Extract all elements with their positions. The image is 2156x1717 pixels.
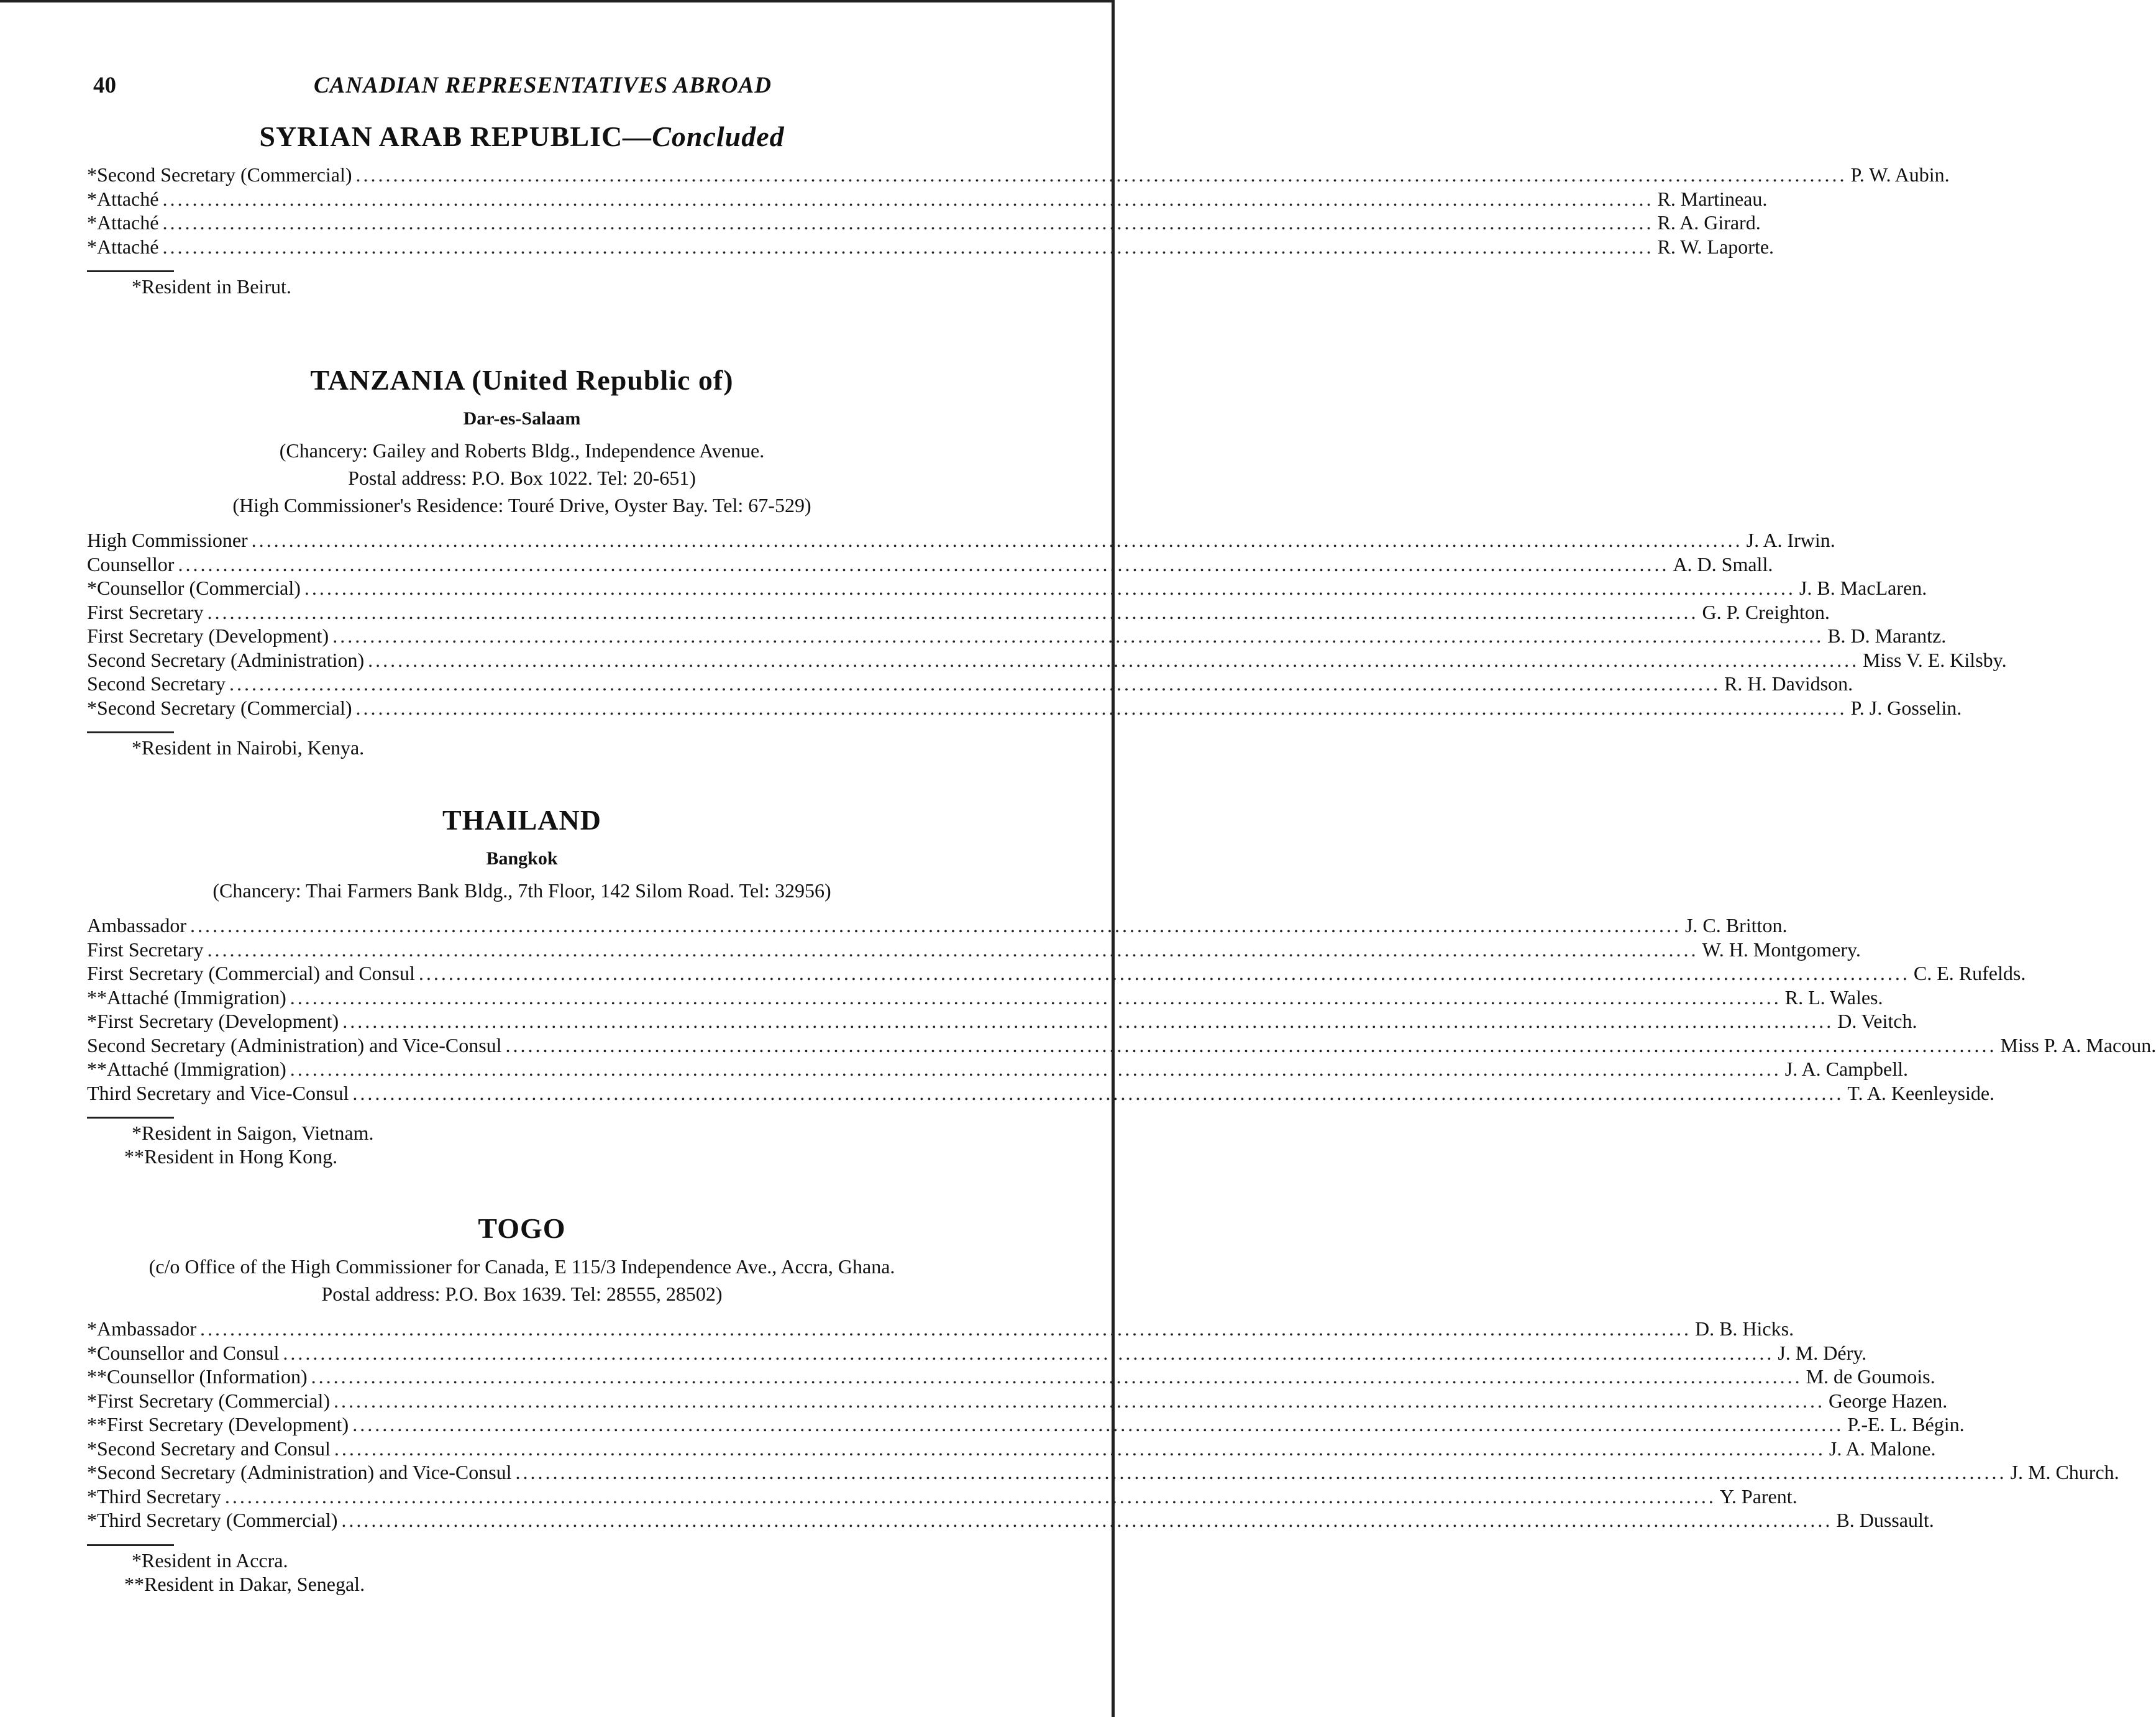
- entry-row: [87, 986, 1883, 1010]
- entry-name: G. P. Creighton.: [1702, 600, 1830, 623]
- entry-title: Ambassador: [87, 914, 186, 937]
- entry-row: [87, 600, 1830, 625]
- dot-leader: ........................................................................................................................................................................................................: [355, 696, 1847, 719]
- entry-title: *Attaché: [87, 235, 159, 258]
- entry-title: **Attaché (Immigration): [87, 1058, 286, 1081]
- section-tanzania: [87, 363, 2007, 759]
- dot-leader: ........................................................................................................................................................................................................: [290, 1058, 1781, 1081]
- dot-leader: ........................................................................................................................................................................................................: [332, 625, 1824, 648]
- address-line: (High Commissioner's Residence: Touré Drive, Oyster Bay. Tel: 67-529): [232, 494, 811, 517]
- dot-leader: ........................................................................................................................................................................................................: [341, 1509, 1833, 1532]
- dot-leader: ........................................................................................................................................................................................................: [304, 577, 1796, 600]
- entry-name: A. D. Small.: [1673, 552, 1773, 575]
- entry-name: W. H. Montgomery.: [1702, 938, 1861, 961]
- address-line: (c/o Office of the High Commissioner for Canada, E 115/3 Independence Ave., Accra, Ghana.: [148, 1255, 895, 1278]
- entry-name: Miss V. E. Kilsby.: [1863, 648, 2007, 671]
- entry-row: [87, 1461, 2119, 1485]
- entry-row: [87, 1437, 1936, 1462]
- entry-name: B. Dussault.: [1836, 1509, 1934, 1532]
- dot-leader: ........................................................................................................................................................................................................: [162, 235, 1654, 258]
- footnote: *Resident in Accra.: [132, 1549, 288, 1572]
- dot-leader: ........................................................................................................................................................................................................: [333, 1389, 1825, 1412]
- entry-title: *Second Secretary and Consul: [87, 1437, 331, 1460]
- dot-leader: ........................................................................................................................................................................................................: [162, 211, 1654, 234]
- entry-title: *Ambassador: [87, 1317, 196, 1340]
- entry-title: First Secretary (Commercial) and Consul: [87, 962, 415, 985]
- entry-name: J. A. Campbell.: [1784, 1058, 1908, 1081]
- dot-leader: ........................................................................................................................................................................................................: [342, 1010, 1834, 1033]
- address-thailand: [87, 877, 957, 904]
- entries-thailand: [87, 914, 2156, 1106]
- entry-name: R. L. Wales.: [1784, 986, 1883, 1009]
- dot-leader: ........................................................................................................................................................................................................: [178, 552, 1670, 575]
- entry-title: Second Secretary (Administration) and Vice-Consul: [87, 1033, 502, 1056]
- entry-row: [87, 1081, 1995, 1106]
- section-thailand: [87, 803, 2156, 1168]
- dot-leader: ........................................................................................................................................................................................................: [290, 986, 1781, 1009]
- entry-row: [87, 1341, 1867, 1366]
- entry-row: [87, 1485, 1797, 1509]
- section-title-thailand: THAILAND: [442, 804, 601, 836]
- entry-name: M. de Goumois.: [1806, 1365, 1935, 1388]
- entry-name: P. J. Gosselin.: [1850, 696, 1962, 719]
- entry-name: J. A. Irwin.: [1746, 529, 1835, 552]
- footnote-rule: [87, 731, 174, 733]
- entry-row: [87, 914, 1788, 938]
- entry-name: J. M. Déry.: [1778, 1341, 1867, 1364]
- section-title-syria: [87, 119, 957, 153]
- entry-name: Y. Parent.: [1719, 1485, 1797, 1508]
- entry-title: High Commissioner: [87, 529, 248, 552]
- entry-name: P. W. Aubin.: [1850, 163, 1950, 186]
- entry-row: [87, 962, 2026, 986]
- entry-row: [87, 1058, 1908, 1082]
- entry-row: [87, 648, 2007, 673]
- entry-row: [87, 938, 1861, 963]
- entry-row: [87, 672, 1853, 697]
- entry-name: T. A. Keenleyside.: [1847, 1081, 1995, 1104]
- entry-name: George Hazen.: [1828, 1389, 1948, 1412]
- address-line: Postal address: P.O. Box 1639. Tel: 28555, 28502): [321, 1283, 723, 1306]
- entry-title: *Third Secretary (Commercial): [87, 1509, 338, 1532]
- entry-name: D. Veitch.: [1837, 1010, 1917, 1033]
- notes-syria: [87, 275, 957, 298]
- dot-leader: ........................................................................................................................................................................................................: [311, 1365, 1802, 1388]
- entry-row: [87, 552, 1773, 577]
- entry-title: **Attaché (Immigration): [87, 986, 286, 1009]
- section-title-syria-suffix: —Concluded: [623, 121, 785, 152]
- entry-row: [87, 211, 1761, 236]
- entry-name: C. E. Rufelds.: [1913, 962, 2026, 985]
- notes-thailand: [87, 1121, 957, 1168]
- entry-title: First Secretary: [87, 600, 204, 623]
- entry-row: [87, 1317, 1794, 1342]
- entry-name: B. D. Marantz.: [1827, 625, 1947, 648]
- entry-title: *Attaché: [87, 211, 159, 234]
- address-line: (Chancery: Thai Farmers Bank Bldg., 7th Floor, 142 Silom Road. Tel: 32956): [212, 879, 831, 902]
- entry-title: *First Secretary (Development): [87, 1010, 339, 1033]
- entry-row: [87, 163, 1950, 188]
- section-title-togo: TOGO: [478, 1212, 566, 1244]
- entry-title: *Counsellor (Commercial): [87, 577, 301, 600]
- entry-name: P.-E. L. Bégin.: [1847, 1413, 1965, 1436]
- footnote: *Resident in Saigon, Vietnam.: [132, 1122, 374, 1145]
- address-line: Postal address: P.O. Box 1022. Tel: 20-651): [348, 467, 696, 490]
- city-thailand: Bangkok: [486, 848, 558, 869]
- address-togo: [87, 1253, 957, 1307]
- entry-row: [87, 1010, 1917, 1034]
- entry-title: First Secretary: [87, 938, 204, 961]
- entry-title: *Second Secretary (Administration) and Vice-Consul: [87, 1461, 512, 1484]
- entry-row: [87, 1413, 1965, 1437]
- dot-leader: ........................................................................................................................................................................................................: [229, 672, 1721, 695]
- entries-togo: [87, 1317, 2119, 1533]
- dot-leader: ........................................................................................................................................................................................................: [207, 600, 1699, 623]
- dot-leader: ........................................................................................................................................................................................................: [418, 962, 1910, 985]
- dot-leader: ........................................................................................................................................................................................................: [355, 163, 1847, 186]
- entry-title: Counsellor: [87, 552, 175, 575]
- entry-row: [87, 1389, 1948, 1414]
- entries-syria: [87, 163, 1950, 259]
- dot-leader: ........................................................................................................................................................................................................: [283, 1341, 1775, 1364]
- entry-name: J. M. Church.: [2010, 1461, 2119, 1484]
- dot-leader: ........................................................................................................................................................................................................: [515, 1461, 2007, 1484]
- entry-title: Second Secretary: [87, 672, 226, 695]
- dot-leader: ........................................................................................................................................................................................................: [352, 1413, 1844, 1436]
- dot-leader: ........................................................................................................................................................................................................: [224, 1485, 1716, 1508]
- entry-name: R. W. Laporte.: [1657, 235, 1775, 258]
- dot-leader: ........................................................................................................................................................................................................: [505, 1033, 1997, 1056]
- address-tanzania: [87, 437, 957, 519]
- city-tanzania: Dar-es-Salaam: [463, 408, 581, 429]
- entry-title: **Counsellor (Information): [87, 1365, 308, 1388]
- dot-leader: ........................................................................................................................................................................................................: [190, 914, 1681, 937]
- dot-leader: ........................................................................................................................................................................................................: [162, 187, 1654, 210]
- section-togo: [87, 1211, 2119, 1596]
- entry-title: Third Secretary and Vice-Consul: [87, 1081, 349, 1104]
- entry-name: J. A. Malone.: [1829, 1437, 1936, 1460]
- dot-leader: ........................................................................................................................................................................................................: [334, 1437, 1825, 1460]
- dot-leader: ........................................................................................................................................................................................................: [251, 529, 1743, 552]
- entry-name: R. A. Girard.: [1657, 211, 1761, 234]
- dot-leader: ........................................................................................................................................................................................................: [207, 938, 1699, 961]
- dot-leader: ........................................................................................................................................................................................................: [199, 1317, 1691, 1340]
- address-line: (Chancery: Gailey and Roberts Bldg., Independence Avenue.: [279, 439, 765, 462]
- entry-row: [87, 1033, 2156, 1058]
- entry-row: [87, 235, 1775, 260]
- running-title: CANADIAN REPRESENTATIVES ABROAD: [314, 73, 772, 98]
- entry-title: First Secretary (Development): [87, 625, 329, 648]
- entry-row: [87, 577, 1927, 601]
- footnote: *Resident in Beirut.: [132, 275, 291, 298]
- entry-row: [87, 529, 1835, 553]
- entry-title: *Third Secretary: [87, 1485, 221, 1508]
- footnote: *Resident in Nairobi, Kenya.: [132, 736, 365, 759]
- notes-tanzania: [87, 736, 957, 759]
- footnote-rule: [87, 1544, 174, 1546]
- entry-row: [87, 1509, 1934, 1533]
- entry-name: J. B. MacLaren.: [1799, 577, 1927, 600]
- dot-leader: ........................................................................................................................................................................................................: [352, 1081, 1844, 1104]
- footnote-rule: [87, 1117, 174, 1119]
- entry-title: *Second Secretary (Commercial): [87, 163, 352, 186]
- page-number: 40: [93, 73, 116, 98]
- section-title-tanzania: TANZANIA (United Republic of): [310, 364, 734, 396]
- entry-name: R. H. Davidson.: [1724, 672, 1853, 695]
- entry-name: J. C. Britton.: [1684, 914, 1788, 937]
- entry-title: *Second Secretary (Commercial): [87, 696, 352, 719]
- entries-tanzania: [87, 529, 2007, 720]
- footnote: **Resident in Hong Kong.: [124, 1145, 338, 1168]
- entry-title: *Counsellor and Consul: [87, 1341, 280, 1364]
- entry-title: **First Secretary (Development): [87, 1413, 349, 1436]
- dot-leader: ........................................................................................................................................................................................................: [368, 648, 1860, 671]
- entry-row: [87, 625, 1947, 649]
- entry-name: R. Martineau.: [1657, 187, 1768, 210]
- entry-title: Second Secretary (Administration): [87, 648, 365, 671]
- entry-row: [87, 696, 1962, 721]
- entry-title: *First Secretary (Commercial): [87, 1389, 330, 1412]
- footnote: **Resident in Dakar, Senegal.: [124, 1572, 365, 1595]
- footnote-rule: [87, 270, 174, 272]
- notes-togo: [87, 1549, 957, 1596]
- entry-name: Miss P. A. Macoun.: [2000, 1033, 2156, 1056]
- entry-row: [87, 187, 1768, 212]
- section-title-syria-text: SYRIAN ARAB REPUBLIC: [259, 121, 623, 152]
- entry-row: [87, 1365, 1935, 1390]
- section-syria: [87, 119, 1950, 298]
- entry-title: *Attaché: [87, 187, 159, 210]
- entry-name: D. B. Hicks.: [1694, 1317, 1794, 1340]
